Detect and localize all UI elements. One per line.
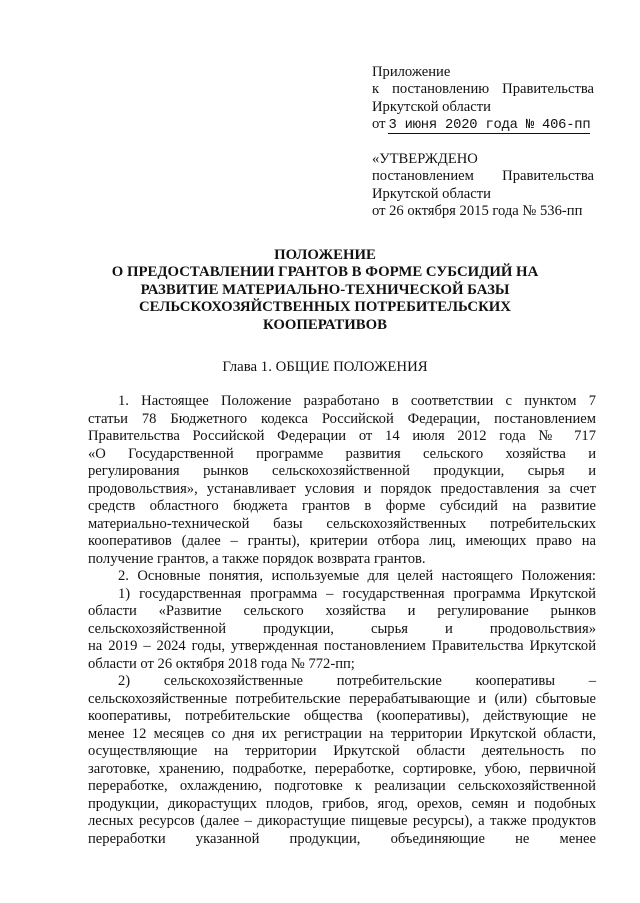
body-line: средств областного бюджета грантов в форме субсидий на развитие: [88, 498, 596, 514]
date-stamp: 3 июня 2020 года № 406-пп: [388, 118, 591, 134]
approved-line: Иркутской области: [372, 185, 491, 202]
body-line: осуществляющие на территории Иркутской области деятельность по: [88, 743, 596, 759]
body-line: получение грантов, а также порядок возврата грантов.: [88, 550, 426, 567]
title-line: О ПРЕДОСТАВЛЕНИИ ГРАНТОВ В ФОРМЕ СУБСИДИЙ НА: [111, 264, 539, 281]
title-line: КООПЕРАТИВОВ: [263, 316, 387, 333]
body-line: регулирования рынков сельскохозяйственной продукции, сырья и: [88, 463, 596, 479]
approved-label: «УТВЕРЖДЕНО: [372, 151, 478, 167]
body-line: кооперативов (далее – гранты), критерии отбора лиц, имеющих право на: [88, 533, 596, 549]
body-line: продовольствия», устанавливает условия и порядок предоставления за счет: [88, 480, 596, 497]
body-line: 1. Настоящее Положение разработано в соответствии с пунктом 7: [118, 393, 596, 409]
body-line: переработки указанной продукции, объединяющие не менее: [88, 830, 596, 847]
body-line: «О Государственной программе развития сельского хозяйства и: [88, 445, 596, 462]
body-line: сельскохозяйственные потребительские перерабатывающие и (или) сбытовые: [88, 690, 596, 707]
annex-line: к постановлению Правительства: [372, 81, 594, 98]
body-line: 1) государственная программа – государственная программа Иркутской: [118, 585, 596, 602]
annex-date-line: [372, 116, 594, 134]
approved-block: [372, 151, 594, 221]
body-line: на 2019 – 2024 годы, утвержденная постановлением Правительства Иркутской: [88, 638, 596, 654]
body-line: 2. Основные понятия, используемые для целей настоящего Положения:: [118, 568, 596, 584]
body-line: заготовке, хранению, подработке, переработке, сортировке, убою, первичной: [88, 760, 596, 777]
chapter-heading: Глава 1. ОБЩИЕ ПОЛОЖЕНИЯ: [222, 359, 428, 375]
annex-line: Иркутской области: [372, 98, 491, 115]
body-line: переработке, охлаждению, подготовке к реализации сельскохозяйственной: [88, 778, 596, 794]
body-line: менее 12 месяцев со дня их регистрации на территории Иркутской области,: [88, 725, 596, 742]
document-title: [80, 247, 570, 334]
approved-line: от 26 октября 2015 года № 536-пп: [372, 203, 583, 220]
approved-line: постановлением Правительства: [372, 168, 594, 185]
body-line: лесных ресурсов (далее – дикорастущие пищевые ресурсы), а также продуктов: [88, 813, 596, 829]
annex-block: [372, 64, 594, 135]
body-line: области «Развитие сельского хозяйства и регулирование рынков: [88, 603, 596, 619]
body-line: Правительства Российской Федерации от 14 июля 2012 года № 717: [88, 428, 596, 444]
document-body: [88, 393, 596, 848]
body-line: 2) сельскохозяйственные потребительские кооперативы –: [118, 673, 596, 689]
body-line: материально-технической базы сельскохозяйственных потребительских: [88, 515, 596, 532]
body-line: статьи 78 Бюджетного кодекса Российской Федерации, постановлением: [88, 410, 596, 427]
title-line: СЕЛЬСКОХОЗЯЙСТВЕННЫХ ПОТРЕБИТЕЛЬСКИХ: [139, 299, 511, 316]
body-line: сельскохозяйственной продукции, сырья и продовольствия»: [88, 620, 596, 637]
annex-label: Приложение: [372, 64, 451, 80]
body-line: продукции, дикорастущих плодов, грибов, ягод, орехов, семян и подобных: [88, 795, 596, 812]
date-prefix: от: [372, 116, 386, 133]
body-line: кооперативы, потребительские общества (кооперативы), действующие не: [88, 708, 596, 724]
body-line: области от 26 октября 2018 года № 772-пп;: [88, 655, 355, 672]
title-line: ПОЛОЖЕНИЕ: [274, 247, 376, 263]
title-line: РАЗВИТИЕ МАТЕРИАЛЬНО-ТЕХНИЧЕСКОЙ БАЗЫ: [140, 281, 510, 298]
